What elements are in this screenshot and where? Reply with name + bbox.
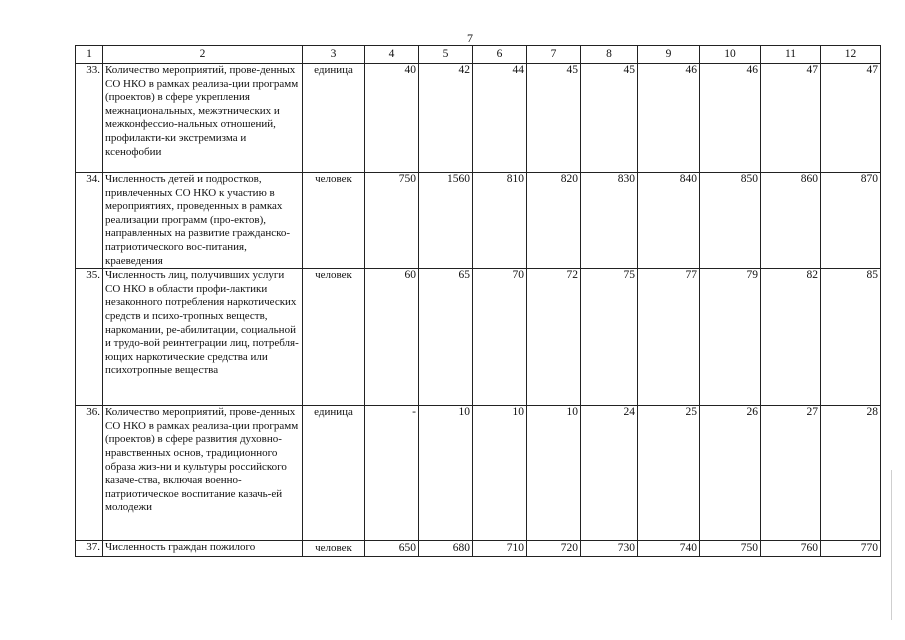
value-cell: 680 xyxy=(419,541,473,557)
column-header: 11 xyxy=(761,46,821,64)
unit-cell: единица xyxy=(303,406,365,541)
column-header: 9 xyxy=(638,46,700,64)
value-cell: 40 xyxy=(365,64,419,173)
value-cell: 72 xyxy=(527,269,581,406)
table-row xyxy=(76,173,881,269)
value-cell: 45 xyxy=(527,64,581,173)
indicator-table xyxy=(75,45,881,557)
value-cell: 730 xyxy=(581,541,638,557)
value-cell: 840 xyxy=(638,173,700,269)
value-cell: 27 xyxy=(761,406,821,541)
value-cell: 750 xyxy=(700,541,761,557)
row-number: 35. xyxy=(76,269,103,406)
unit-cell: человек xyxy=(303,173,365,269)
indicator-name: Численность лиц, получивших услуги СО НКО в области профи-лактики незаконного потребления наркотических средств и психо-тропных веществ, наркомании, ре-абилитации, социальной и трудо-вой реинтеграции лиц, потребля-ющих наркотические средства или психотропные вещества xyxy=(103,269,303,406)
table-row xyxy=(76,406,881,541)
table-row xyxy=(76,269,881,406)
value-cell: 24 xyxy=(581,406,638,541)
value-cell: 870 xyxy=(821,173,881,269)
scan-margin-line xyxy=(891,470,892,620)
table-row xyxy=(76,64,881,173)
value-cell: 1560 xyxy=(419,173,473,269)
value-cell: 60 xyxy=(365,269,419,406)
page-number: 7 xyxy=(467,31,473,45)
value-cell: 44 xyxy=(473,64,527,173)
value-cell: 42 xyxy=(419,64,473,173)
row-number: 36. xyxy=(76,406,103,541)
column-header: 7 xyxy=(527,46,581,64)
table-header-row xyxy=(76,46,881,64)
column-header: 3 xyxy=(303,46,365,64)
value-cell: - xyxy=(365,406,419,541)
value-cell: 750 xyxy=(365,173,419,269)
value-cell: 830 xyxy=(581,173,638,269)
value-cell: 820 xyxy=(527,173,581,269)
table-row xyxy=(76,541,881,557)
value-cell: 650 xyxy=(365,541,419,557)
column-header: 8 xyxy=(581,46,638,64)
unit-cell: человек xyxy=(303,269,365,406)
column-header: 6 xyxy=(473,46,527,64)
row-number: 37. xyxy=(76,541,103,557)
value-cell: 75 xyxy=(581,269,638,406)
value-cell: 10 xyxy=(473,406,527,541)
value-cell: 810 xyxy=(473,173,527,269)
value-cell: 82 xyxy=(761,269,821,406)
column-header: 5 xyxy=(419,46,473,64)
column-header: 10 xyxy=(700,46,761,64)
column-header: 12 xyxy=(821,46,881,64)
column-header: 4 xyxy=(365,46,419,64)
row-number: 34. xyxy=(76,173,103,269)
unit-cell: человек xyxy=(303,541,365,557)
value-cell: 740 xyxy=(638,541,700,557)
value-cell: 28 xyxy=(821,406,881,541)
value-cell: 47 xyxy=(761,64,821,173)
unit-cell: единица xyxy=(303,64,365,173)
value-cell: 720 xyxy=(527,541,581,557)
value-cell: 79 xyxy=(700,269,761,406)
value-cell: 770 xyxy=(821,541,881,557)
value-cell: 47 xyxy=(821,64,881,173)
value-cell: 850 xyxy=(700,173,761,269)
indicator-name: Численность детей и подростков, привлеченных СО НКО к участию в мероприятиях, проведенных в рамках реализации программ (про-ектов), направленных на развитие гражданско-патриотического вос-питания, краеведения xyxy=(103,173,303,269)
indicator-name: Численность граждан пожилого xyxy=(103,541,303,557)
value-cell: 10 xyxy=(527,406,581,541)
column-header: 2 xyxy=(103,46,303,64)
row-number: 33. xyxy=(76,64,103,173)
value-cell: 65 xyxy=(419,269,473,406)
column-header: 1 xyxy=(76,46,103,64)
value-cell: 77 xyxy=(638,269,700,406)
value-cell: 26 xyxy=(700,406,761,541)
value-cell: 710 xyxy=(473,541,527,557)
indicator-name: Количество мероприятий, прове-денных СО НКО в рамках реализа-ции программ (проектов) в сфере развития духовно-нравственных основ, традиционного образа жиз-ни и культуры российского казаче-ства, включая военно-патриотическое воспитание казачь-ей молодежи xyxy=(103,406,303,541)
value-cell: 760 xyxy=(761,541,821,557)
value-cell: 46 xyxy=(700,64,761,173)
value-cell: 70 xyxy=(473,269,527,406)
value-cell: 46 xyxy=(638,64,700,173)
value-cell: 860 xyxy=(761,173,821,269)
value-cell: 25 xyxy=(638,406,700,541)
value-cell: 10 xyxy=(419,406,473,541)
value-cell: 85 xyxy=(821,269,881,406)
indicator-name: Количество мероприятий, прове-денных СО НКО в рамках реализа-ции программ (проектов) в сфере укрепления межнациональных, межэтнических и межконфессио-нальных отношений, профилакти-ки экстремизма и ксенофобии xyxy=(103,64,303,173)
value-cell: 45 xyxy=(581,64,638,173)
